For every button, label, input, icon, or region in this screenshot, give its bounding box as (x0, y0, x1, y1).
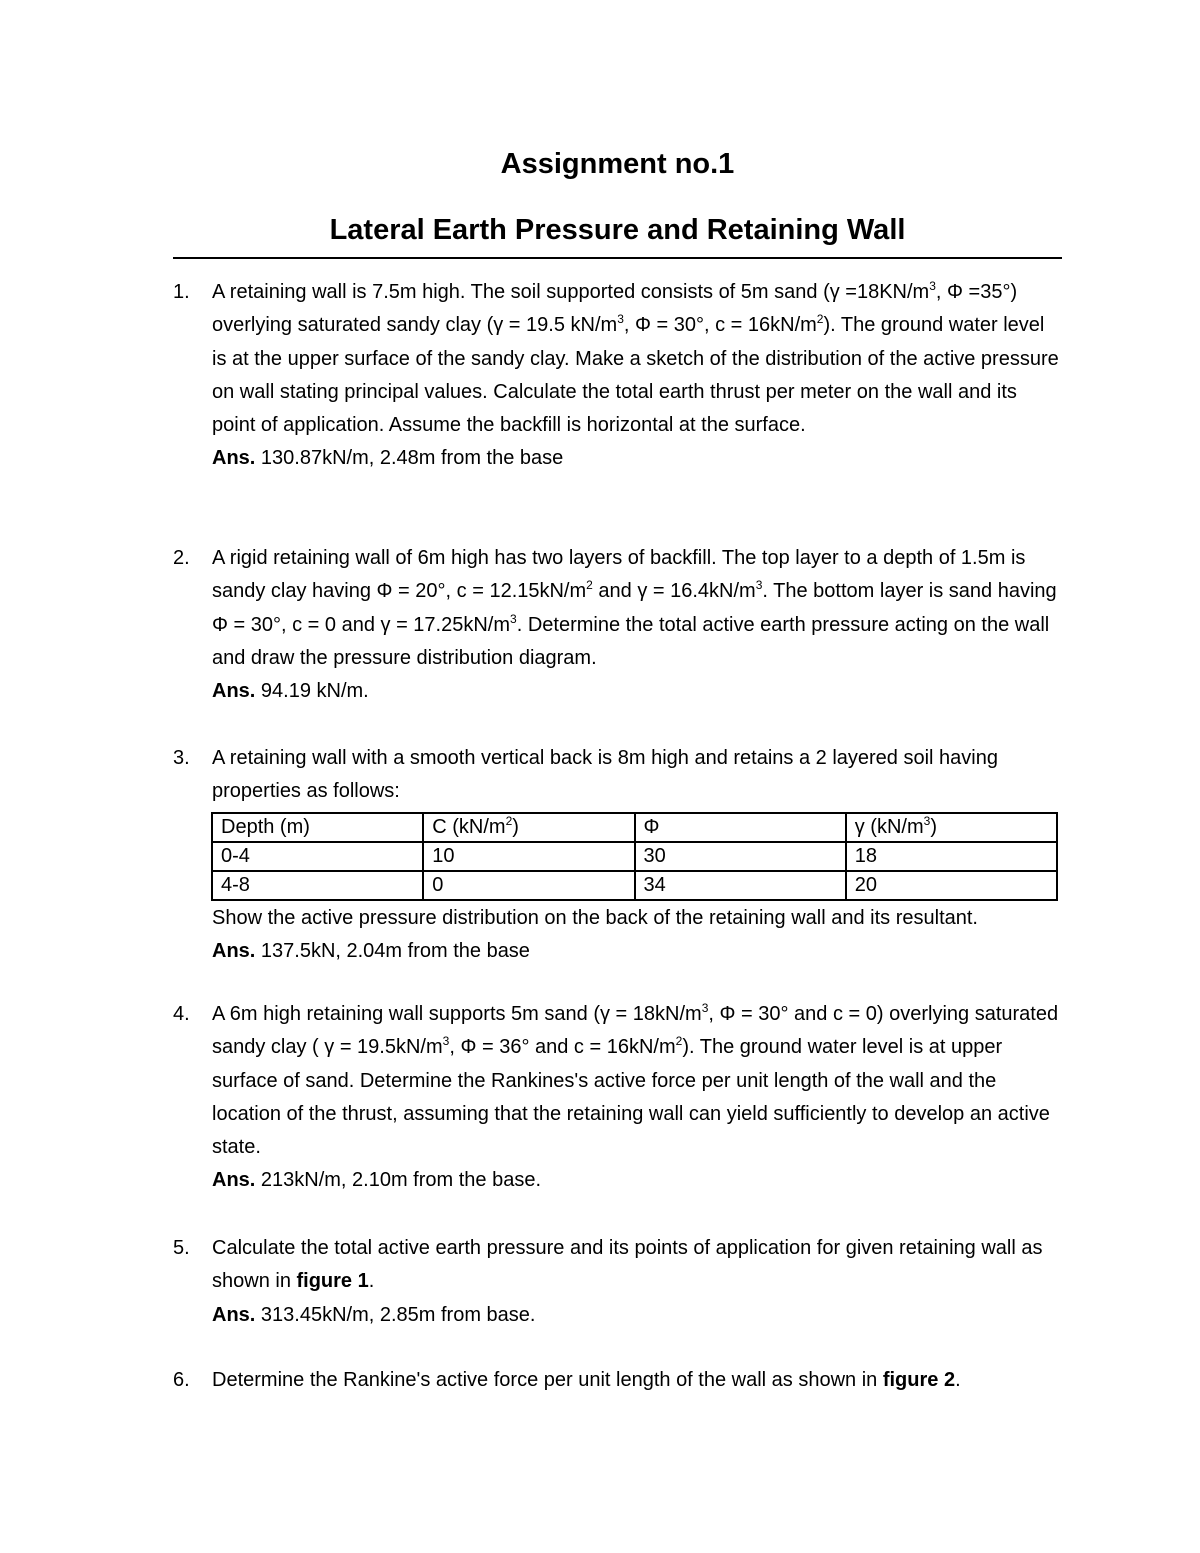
question-text (212, 1364, 1063, 1397)
answer-label: Ans. (212, 1303, 256, 1326)
answer-line (212, 442, 1063, 475)
answer-value: 313.45kN/m, 2.85m from base. (255, 1303, 536, 1326)
table-header-cell (212, 813, 423, 842)
table-cell: 20 (846, 871, 1057, 900)
table-cell: 0-4 (212, 842, 423, 871)
text-segment: . Determine the total active earth pressure acting on the wall and draw the pressure distribution diagram. (212, 613, 1050, 669)
question-number: 6. (173, 1369, 190, 1391)
table-cell: 0 (423, 871, 634, 900)
superscript: 2 (505, 814, 513, 829)
table-row (212, 842, 1057, 871)
text-segment: A rigid retaining wall of 6m high has two layers of backfill. The top layer to a depth of 1.5m is sandy clay having Φ = 20°, c = 12.15kN/m (212, 547, 1026, 603)
table-cell: 4-8 (212, 871, 423, 900)
header-text: γ (kN/m (854, 816, 924, 839)
superscript: 3 (923, 814, 931, 829)
table-cell: 10 (423, 842, 634, 871)
answer-label: Ans. (212, 1169, 256, 1192)
answer-label: Ans. (212, 680, 256, 703)
title-divider (173, 257, 1062, 259)
header-text: ) (512, 816, 519, 839)
question-5 (173, 1232, 1063, 1332)
question-6 (173, 1364, 1063, 1397)
text-segment: and γ = 16.4kN/m (592, 580, 756, 603)
table-header-row (212, 813, 1057, 842)
header-text: Depth (m) (221, 816, 310, 839)
question-body (212, 276, 1063, 476)
question-1 (173, 276, 1063, 476)
table-header-cell (423, 813, 634, 842)
question-body (212, 1364, 1063, 1397)
text-segment: . The bottom layer is sand having Φ = 30°, c = 0 and γ = 17.25kN/m (212, 580, 1057, 636)
text-segment: A 6m high retaining wall supports 5m sand (γ = 18kN/m (212, 1003, 702, 1025)
superscript: 3 (701, 1001, 709, 1015)
text-segment: , Φ = 30° and c = 0) overlying saturated sandy clay ( γ = 19.5kN/m (212, 1003, 1059, 1059)
text-segment: , Φ =35°) overlying saturated sandy clay (γ = 19.5 kN/m (212, 281, 1018, 337)
superscript: 3 (442, 1034, 450, 1049)
text-segment: ). The ground water level is at upper surface of sand. Determine the Rankines's active force per unit length of the wall and the location of the thrust, assuming that the retaining wall can yield sufficiently to develop an active state. (212, 1036, 1050, 1159)
question-body (212, 998, 1063, 1198)
answer-line (212, 675, 1063, 708)
question-text (212, 1232, 1063, 1299)
text-segment: Determine the Rankine's active force per unit length of the wall as shown in (212, 1369, 883, 1391)
question-body (212, 1232, 1063, 1332)
superscript: 3 (929, 279, 936, 293)
question-number: 2. (173, 547, 190, 569)
question-text (212, 998, 1063, 1164)
answer-label: Ans. (212, 447, 256, 470)
answer-value: 130.87kN/m, 2.48m from the base (255, 447, 564, 470)
header-text: C (kN/m (432, 816, 506, 839)
answer-line (212, 1299, 1063, 1332)
question-4 (173, 998, 1063, 1198)
table-header-cell (846, 813, 1057, 842)
header-text: ) (930, 816, 937, 839)
figure-reference: figure 2 (882, 1369, 956, 1391)
superscript: 2 (586, 578, 593, 593)
answer-label: Ans. (212, 939, 256, 962)
text-segment: Calculate the total active earth pressure and its points of application for given retaining wall as shown in (212, 1237, 1043, 1293)
question-number: 4. (173, 1003, 190, 1025)
text-segment: , Φ = 36° and c = 16kN/m (449, 1036, 676, 1059)
text-segment: A retaining wall is 7.5m high. The soil supported consists of 5m sand (γ =18KN/m (212, 281, 930, 303)
question-3 (173, 742, 1063, 968)
superscript: 2 (816, 312, 824, 327)
question-number: 3. (173, 747, 190, 769)
page-title: Assignment no.1 (500, 148, 735, 180)
text-segment: , Φ = 30°, c = 16kN/m (623, 314, 817, 337)
superscript: 2 (675, 1034, 683, 1049)
superscript: 3 (755, 578, 763, 593)
soil-properties-table (211, 812, 1058, 901)
header-text: Φ (643, 816, 660, 839)
table-header-cell (635, 813, 846, 842)
answer-value: 137.5kN, 2.04m from the base (255, 939, 530, 962)
text-segment: . (955, 1369, 961, 1391)
answer-line (212, 935, 1063, 968)
figure-reference: figure 1 (296, 1270, 369, 1293)
superscript: 3 (510, 611, 517, 626)
answer-line (212, 1164, 1063, 1197)
table-row (212, 871, 1057, 900)
table-cell: 18 (846, 842, 1057, 871)
table-cell: 30 (635, 842, 846, 871)
question-text-after-table: Show the active pressure distribution on the back of the retaining wall and its resultant. (212, 906, 978, 929)
question-body (212, 542, 1063, 708)
superscript: 3 (617, 312, 624, 327)
answer-value: 94.19 kN/m. (255, 680, 369, 703)
text-segment: ). The ground water level is at the upper surface of the sandy clay. Make a sketch of the distribution of the active pressure on wall stating principal values. Calculate the total earth thrust per meter on the wall and its point of application. Assume the backfill is horizontal at the surface. (212, 314, 1059, 437)
page-subtitle: Lateral Earth Pressure and Retaining Wall (329, 214, 906, 246)
question-text (212, 542, 1063, 675)
table-cell: 34 (635, 871, 846, 900)
question-text: A retaining wall with a smooth vertical back is 8m high and retains a 2 layered soil having properties as follows: (212, 747, 998, 803)
question-text (212, 276, 1063, 442)
text-segment: . (368, 1270, 375, 1293)
answer-value: 213kN/m, 2.10m from the base. (255, 1169, 542, 1192)
question-number: 1. (173, 281, 190, 303)
question-number: 5. (173, 1237, 190, 1259)
question-2 (173, 542, 1063, 708)
question-body (212, 742, 1063, 968)
